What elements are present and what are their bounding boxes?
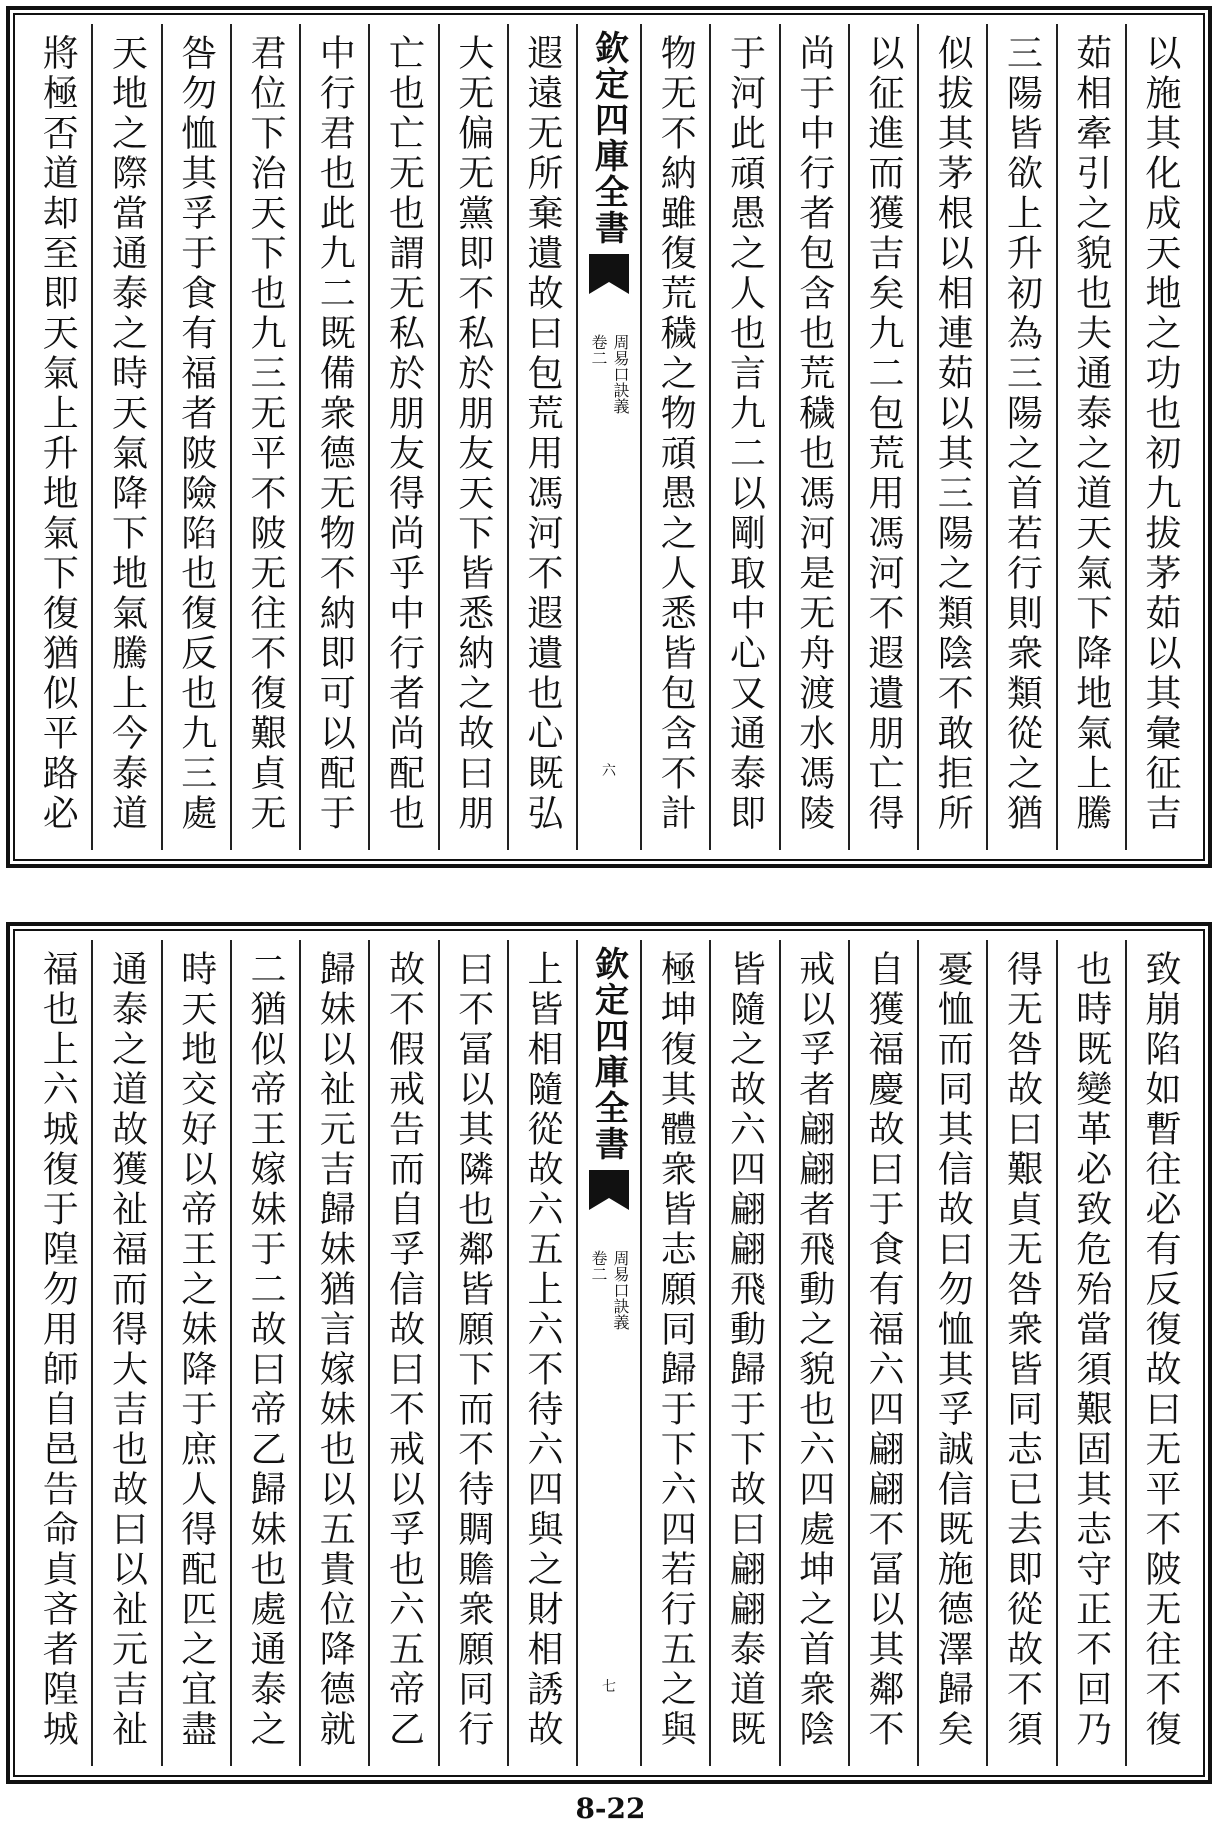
text-column: 上皆相隨從故六五上六不待六四與之財相誘故 [507, 940, 576, 1766]
text-column: 尚于中行者包含也荒穢也馮河是无舟渡水馮陵 [779, 24, 848, 850]
text-column: 大无偏无黨即不私於朋友天下皆悉納之故曰朋 [438, 24, 507, 850]
text-column: 遐遠无所棄遺故曰包荒用馮河不遐遺也心既弘 [507, 24, 576, 850]
text-column: 時天地交好以帝王之妹降于庶人得配匹之宜盡 [161, 940, 230, 1766]
text-column: 得无咎故曰艱貞无咎衆皆同志已去即從故不須 [986, 940, 1055, 1766]
text-column: 歸妹以祉元吉歸妹猶言嫁妹也以五貴位降德就 [299, 940, 368, 1766]
bottom-page-columns [24, 940, 1194, 1766]
text-column: 通泰之道故獲祉福而得大吉也故曰以祉元吉祉 [91, 940, 160, 1766]
text-column: 天地之際當通泰之時天氣降下地氣騰上今泰道 [91, 24, 160, 850]
page-label: 8-22 [575, 1792, 646, 1825]
top-page [6, 6, 1212, 868]
text-column: 曰不冨以其隣也鄰皆願下而不待賙贍衆願同行 [438, 940, 507, 1766]
text-column: 以施其化成天地之功也初九拔茅茹以其彙征吉 [1125, 24, 1194, 850]
text-column: 將極否道却至即天氣上升地氣下復猶似平路必 [37, 34, 79, 834]
fish-tail-mark-icon [589, 254, 629, 294]
center-title: 欽定四庫全書 [588, 946, 629, 1162]
center-title: 欽定四庫全書 [588, 30, 629, 246]
center-subtitle: 周易口訣義 卷二 [589, 334, 630, 414]
text-column: 皆隨之故六四翩翩飛動歸于下故曰翩翩泰道既 [709, 940, 778, 1766]
text-column: 中行君也此九二既備衆德无物不納即可以配于 [299, 24, 368, 850]
text-column: 茹相牽引之貌也夫通泰之道天氣下降地氣上騰 [1056, 24, 1125, 850]
text-column: 于河此頑愚之人也言九二以剛取中心又通泰即 [709, 24, 778, 850]
text-column: 自獲福慶故曰于食有福六四翩翩不冨以其鄰不 [848, 940, 917, 1766]
text-column: 似拔其茅根以相連茹以其三陽之類陰不敢拒所 [917, 24, 986, 850]
fish-tail-mark-icon [589, 1170, 629, 1210]
text-column: 咎勿恤其孚于食有福者陂險陷也復反也九三處 [161, 24, 230, 850]
text-column: 故不假戒告而自孚信故曰不戒以孚也六五帝乙 [368, 940, 437, 1766]
center-margin [576, 24, 640, 850]
text-column: 二猶似帝王嫁妹于二故曰帝乙歸妹也處通泰之 [230, 940, 299, 1766]
text-column: 憂恤而同其信故曰勿恤其孚誠信既施德澤歸矣 [917, 940, 986, 1766]
center-subtitle: 周易口訣義 卷二 [589, 1250, 630, 1330]
text-column: 也時既變革必致危殆當須艱固其志守正不回乃 [1056, 940, 1125, 1766]
top-page-columns [24, 24, 1194, 850]
text-column: 亡也亡无也謂无私於朋友得尚乎中行者尚配也 [368, 24, 437, 850]
leaf-number: 六 [602, 763, 616, 779]
text-column: 極坤復其體衆皆志願同歸于下六四若行五之與 [640, 940, 709, 1766]
text-column: 君位下治天下也九三无平不陂无往不復艱貞无 [230, 24, 299, 850]
text-column: 三陽皆欲上升初為三陽之首若行則衆類從之猶 [986, 24, 1055, 850]
text-column: 福也上六城復于隍勿用師自邑告命貞吝者隍城 [37, 950, 79, 1750]
leaf-number: 七 [602, 1679, 616, 1695]
text-column: 戒以孚者翩翩者飛動之貌也六四處坤之首衆陰 [779, 940, 848, 1766]
text-column: 致崩陷如暫往必有反復故曰无平不陂无往不復 [1125, 940, 1194, 1766]
text-column: 以征進而獲吉矣九二包荒用馮河不遐遺朋亡得 [848, 24, 917, 850]
text-column: 物无不納雖復荒穢之物頑愚之人悉皆包含不計 [640, 24, 709, 850]
center-margin [576, 940, 640, 1766]
bottom-page [6, 922, 1212, 1784]
